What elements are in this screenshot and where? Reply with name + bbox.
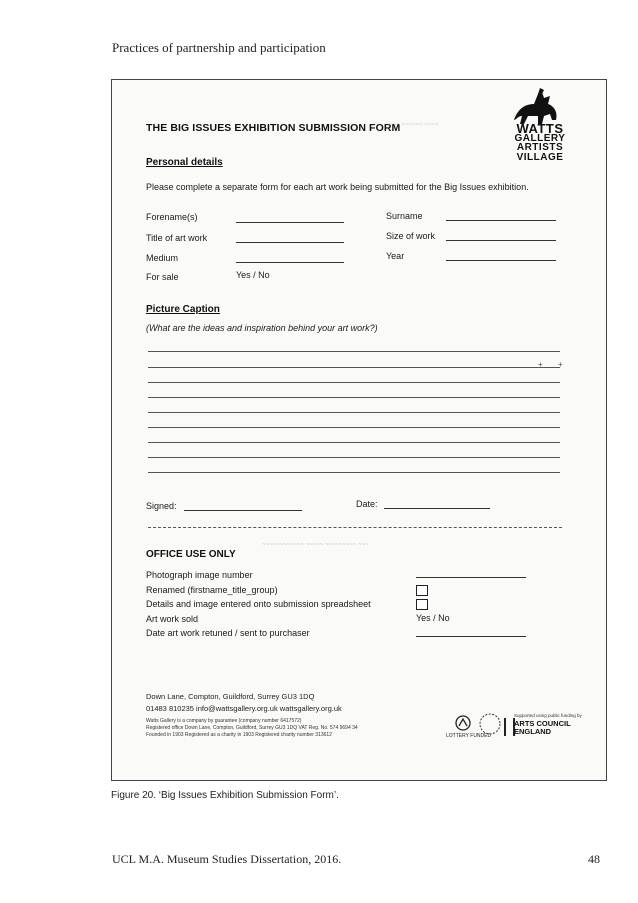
instructions-text: Please complete a separate form for each art work being submitted for the Big Issues exhibition. xyxy=(146,182,529,192)
ace-line-1: ARTS COUNCIL xyxy=(514,719,571,728)
medium-label: Medium xyxy=(146,253,179,263)
surname-field[interactable] xyxy=(446,220,556,221)
year-field[interactable] xyxy=(446,260,556,261)
heritage-lottery-seal-icon xyxy=(478,712,502,736)
caption-line[interactable] xyxy=(148,442,560,443)
ace-line-2: ENGLAND xyxy=(514,727,552,736)
scanned-form-figure xyxy=(111,79,607,781)
forename-label: Forename(s) xyxy=(146,212,198,222)
picture-caption-heading: Picture Caption xyxy=(146,304,220,315)
for-sale-label: For sale xyxy=(146,272,179,282)
title-of-art-field[interactable] xyxy=(236,242,344,243)
figure-caption: Figure 20. ‘Big Issues Exhibition Submission Form’. xyxy=(111,790,339,801)
art-sold-label: Art work sold xyxy=(146,614,199,624)
logo-line-watts: WATTS xyxy=(516,121,564,136)
faint-scribble: ~~~~ ~~~~~~ ~~~~ xyxy=(386,122,439,128)
forename-field[interactable] xyxy=(236,222,344,223)
faint-scribble: ~~~~~~~~~~~~ ~~~~~ ~~~~~~~~~ ~~~ xyxy=(262,542,369,548)
lottery-funded-label: LOTTERY FUNDED xyxy=(446,733,492,739)
medium-field[interactable] xyxy=(236,262,344,263)
date-field[interactable] xyxy=(384,508,490,509)
caption-line[interactable] xyxy=(148,367,560,368)
address-line: Down Lane, Compton, Guildford, Surrey GU3 1DQ xyxy=(146,692,315,701)
stray-mark: + xyxy=(558,360,563,369)
logo-line-gallery: GALLERY xyxy=(514,132,566,144)
ace-supported-label: Supported using public funding by xyxy=(514,713,582,718)
page-number: 48 xyxy=(588,852,600,866)
photo-number-label: Photograph image number xyxy=(146,570,253,580)
caption-line[interactable] xyxy=(148,382,560,383)
caption-line[interactable] xyxy=(148,472,560,473)
page-footer: UCL M.A. Museum Studies Dissertation, 2016. xyxy=(112,852,342,866)
art-sold-yes-no[interactable]: Yes / No xyxy=(416,613,450,623)
personal-details-heading: Personal details xyxy=(146,157,223,168)
signed-label: Signed: xyxy=(146,501,177,511)
logo-line-village: VILLAGE xyxy=(516,151,564,163)
caption-line[interactable] xyxy=(148,457,560,458)
office-use-heading: OFFICE USE ONLY xyxy=(146,549,236,560)
contact-line: 01483 810235 info@wattsgallery.org.uk wattsgallery.org.uk xyxy=(146,704,342,713)
date-returned-label: Date art work retuned / sent to purchaser xyxy=(146,628,310,638)
surname-label: Surname xyxy=(386,211,423,221)
caption-line[interactable] xyxy=(148,397,560,398)
watts-gallery-logo xyxy=(510,121,570,163)
date-label: Date: xyxy=(356,499,378,509)
lottery-logo-icon xyxy=(452,714,474,732)
title-of-art-label: Title of art work xyxy=(146,233,208,243)
date-returned-field[interactable] xyxy=(416,636,526,637)
caption-line[interactable] xyxy=(148,412,560,413)
cut-line xyxy=(148,527,562,528)
renamed-checkbox[interactable] xyxy=(416,585,428,596)
size-of-work-label: Size of work xyxy=(386,231,436,241)
renamed-label: Renamed (firstname_title_group) xyxy=(146,585,278,595)
photo-number-field[interactable] xyxy=(416,577,526,578)
legal-line-3: Founded in 1903 Registered as a charity in 1903 Registered charity number 313612 xyxy=(146,732,332,738)
caption-line[interactable] xyxy=(148,427,560,428)
signed-field[interactable] xyxy=(184,510,302,511)
caption-question: (What are the ideas and inspiration behind your art work?) xyxy=(146,323,378,333)
details-entered-label: Details and image entered onto submission spreadsheet xyxy=(146,599,371,609)
year-label: Year xyxy=(386,251,405,261)
form-title: THE BIG ISSUES EXHIBITION SUBMISSION FORM xyxy=(146,122,401,134)
page-header: Practices of partnership and participation xyxy=(112,40,326,55)
legal-line-2: Registered office Down Lane, Compton, Guildford, Surrey GU3 1DQ VAT Reg. No. 574 9694 34 xyxy=(146,725,358,731)
stray-mark: + xyxy=(538,360,543,369)
logo-line-artists: ARTISTS xyxy=(516,142,564,153)
size-of-work-field[interactable] xyxy=(446,240,556,241)
details-entered-checkbox[interactable] xyxy=(416,599,428,610)
caption-line[interactable] xyxy=(148,351,560,352)
for-sale-yes-no[interactable]: Yes / No xyxy=(236,270,270,280)
legal-line-1: Watts Gallery is a company by guarantee (company number 6417572) xyxy=(146,718,302,724)
arts-council-logo xyxy=(514,720,571,736)
